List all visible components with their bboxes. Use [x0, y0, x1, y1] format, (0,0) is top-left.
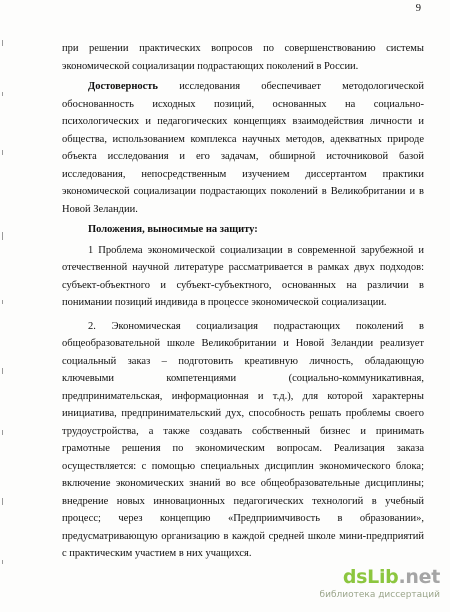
- text-line: 2. Экономическая социализация подрастающих поколений в: [88, 320, 424, 332]
- text-line: экономической социализации подрастающих поколений в России.: [62, 60, 359, 72]
- dslib-logo: dsLib.net: [342, 566, 440, 588]
- thesis-2: [62, 318, 424, 563]
- text-line: понимании позиций индивида в процессе экономической социализации.: [62, 297, 387, 308]
- paragraph-reliability: [62, 78, 424, 218]
- text-line: 1 Проблема экономической социализации в современной зарубежной и: [88, 244, 424, 256]
- text-line: психологических и педагогических концепциях взаимодействия личности и: [62, 116, 424, 127]
- term-reliability: Достоверность: [88, 81, 158, 92]
- text-line: инициатива, предпринимательский дух, способность решать проблемы своего: [62, 408, 424, 419]
- text-line: с практическим участием в них учащихся.: [62, 548, 252, 559]
- paragraph-continuation: [62, 40, 424, 75]
- text-line: включение экономических знаний во все общеобразовательные дисциплины;: [62, 478, 424, 489]
- dslib-watermark: [320, 566, 440, 606]
- watermark-caption: библиотека диссертаций: [319, 590, 440, 600]
- text-line: исследования, непосредственным изучением диссертантом практики: [62, 168, 424, 180]
- text-line: предпринимательская, информационная и т.д.), для которой характерны: [62, 390, 424, 402]
- text-line: грамотные решения по экономическим вопросам. Реализация заказа: [62, 443, 424, 454]
- text-line: субъект-объектного и субъект-субъектного, основанных на различии в: [62, 279, 424, 291]
- page-number: 9: [415, 3, 421, 14]
- text-line: трудоустройства, а также создавать собственный бизнес и принимать: [62, 425, 424, 437]
- text-line: отечественной научной литературе рассматривается в рамках двух подходов:: [62, 262, 424, 273]
- text-line: социальный заказ – подготовить креативную личность, обладающую: [62, 355, 424, 367]
- text-line: объекта исследования и его задачам, обширной источниковой базой: [62, 151, 424, 162]
- text-line: общества, использованием комплекса научных методов, адекватных природе: [62, 133, 424, 145]
- scan-edge-marks: [0, 0, 6, 612]
- text-line: предусматривающую организацию в каждой средней школе мини-предприятий: [62, 530, 424, 542]
- text-line: ключевыми компетенциями (социально-коммуникативная,: [62, 373, 424, 384]
- text-line: общеобразовательной школе Великобритании и Новой Зеландии реализует: [62, 338, 424, 349]
- text-line: осуществляется: с помощью специальных дисциплин экономического блока;: [62, 460, 424, 472]
- text-line: при решении практических вопросов по совершенствованию системы: [62, 43, 424, 54]
- thesis-1: [62, 242, 424, 312]
- text-fragment: исследования обеспечивает методологической: [157, 81, 424, 92]
- text-line: обоснованность исходных позиций, основанных на социально-: [62, 98, 424, 110]
- text-line: процесс; через концепцию «Предприимчивость в образовании»,: [62, 513, 424, 524]
- text-line: экономической социализации подрастающих поколений в Великобритании и в: [62, 186, 424, 197]
- section-heading: [62, 221, 424, 239]
- text-line: [62, 78, 424, 96]
- text-line: Новой Зеландии.: [62, 203, 138, 215]
- document-body: [62, 40, 424, 563]
- heading-defense-theses: Положения, выносимые на защиту:: [88, 224, 258, 235]
- text-line: внедрение новых инновационных педагогических технологий в учебный: [62, 495, 424, 507]
